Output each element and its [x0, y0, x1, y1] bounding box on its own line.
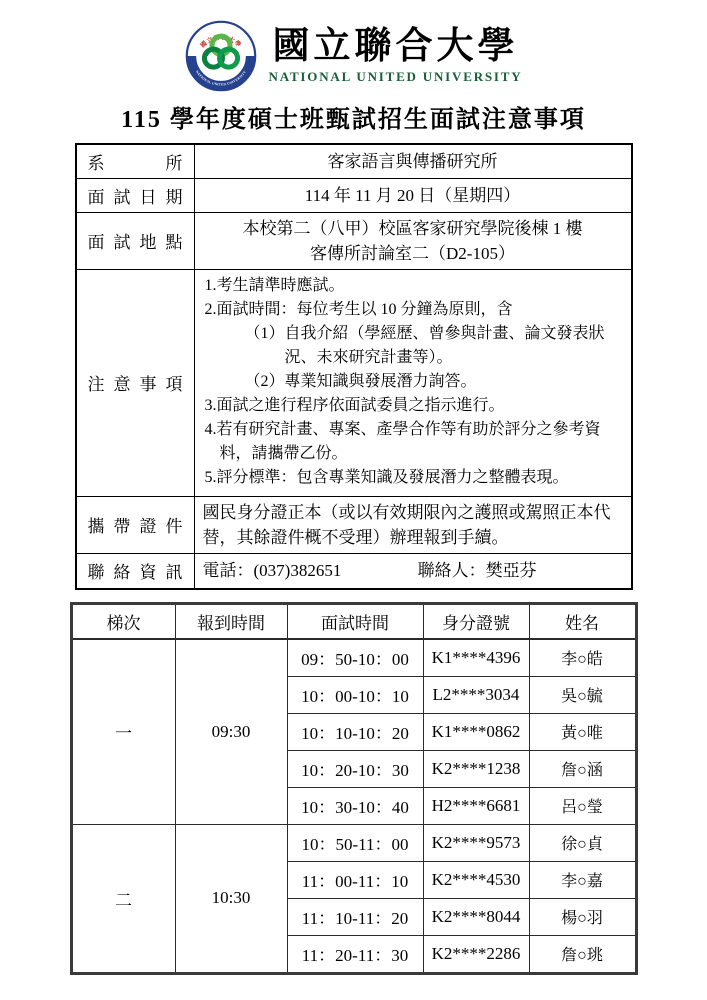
- batch-number: 一: [71, 639, 175, 825]
- note-item: 5.評分標準：包含專業知識及發展潛力之整體表現。: [204, 468, 569, 486]
- document-header: [0, 0, 707, 134]
- row-contact-info: [76, 553, 632, 589]
- interview-time: 11：10-11：20: [287, 898, 423, 935]
- value-contact-info: [194, 553, 632, 589]
- contact-phone: 電話：(037)382651: [202, 561, 342, 580]
- label-notes: 注意事項: [76, 269, 195, 496]
- row-required-documents: [76, 496, 632, 553]
- candidate-name: 吳○毓: [529, 676, 636, 713]
- schedule-row: [71, 639, 636, 677]
- checkin-time: 09:30: [175, 639, 287, 825]
- label-contact-info: 聯絡資訊: [76, 553, 195, 589]
- candidate-name: 楊○羽: [529, 898, 636, 935]
- batch-number: 二: [71, 824, 175, 973]
- page-title: 115 學年度碩士班甄試招生面試注意事項: [121, 107, 586, 133]
- info-table: [75, 143, 633, 590]
- interview-time: 10：00-10：10: [287, 676, 423, 713]
- header-name: 姓名: [529, 603, 636, 639]
- value-required-documents: 國民身分證正本（或以有效期限內之護照或駕照正本代替，其餘證件概不受理）辦理報到手續。: [194, 496, 632, 553]
- interview-time: 10：30-10：40: [287, 787, 423, 824]
- university-name-zh: 國立聯合大學: [272, 26, 519, 68]
- header-batch: 梯次: [71, 603, 175, 639]
- header-interview-time: 面試時間: [287, 603, 423, 639]
- value-department: 客家語言與傳播研究所: [194, 144, 632, 178]
- value-interview-location: [194, 212, 632, 269]
- candidate-id: K1****0862: [423, 713, 529, 750]
- candidate-id: K2****9573: [423, 824, 529, 861]
- header-checkin-time: 報到時間: [175, 603, 287, 639]
- note-item: 1.考生請準時應試。: [204, 276, 345, 294]
- candidate-id: L2****3034: [423, 676, 529, 713]
- candidate-name: 李○皓: [529, 639, 636, 677]
- emblem-en-arc-text: NATIONAL UNITED UNIVERSITY: [194, 69, 247, 87]
- note-item: 3.面試之進行程序依面試委員之指示進行。: [204, 396, 505, 414]
- location-line-2: 客傳所討論室二（D2-105）: [310, 243, 515, 263]
- candidate-name: 詹○珧: [529, 935, 636, 973]
- row-interview-location: [76, 212, 632, 269]
- row-interview-date: [76, 178, 632, 212]
- university-name-en: NATIONAL UNITED UNIVERSITY: [268, 68, 523, 84]
- interview-time: 09：50-10：00: [287, 639, 423, 677]
- candidate-name: 呂○瑩: [529, 787, 636, 824]
- label-interview-date: 面試日期: [76, 178, 195, 212]
- row-department: [76, 144, 632, 178]
- label-interview-location: 面試地點: [76, 212, 195, 269]
- emblem-zh-arc-text: 國立聯合大學: [199, 35, 242, 50]
- note-item: （1）自我介紹（學經歷、曾參與計畫、論文發表狀況、未來研究計畫等）。: [244, 324, 605, 366]
- nuu-emblem-icon: [185, 20, 257, 92]
- interview-time: 10：10-10：20: [287, 713, 423, 750]
- schedule-table: [70, 602, 638, 975]
- note-item: 4.若有研究計畫、專案、產學合作等有助於評分之參考資料，請攜帶乙份。: [204, 420, 601, 462]
- note-item: （2）專業知識與發展潛力詢答。: [244, 372, 477, 390]
- candidate-name: 李○嘉: [529, 861, 636, 898]
- schedule-header-row: [71, 603, 636, 639]
- label-department: 系所: [76, 144, 195, 178]
- candidate-id: K2****8044: [423, 898, 529, 935]
- contact-person: 聯絡人：樊亞芬: [417, 561, 537, 580]
- interview-time: 11：20-11：30: [287, 935, 423, 973]
- candidate-name: 徐○貞: [529, 824, 636, 861]
- interview-time: 10：20-10：30: [287, 750, 423, 787]
- candidate-id: H2****6681: [423, 787, 529, 824]
- value-interview-date: 114 年 11 月 20 日（星期四）: [194, 178, 632, 212]
- location-line-1: 本校第二（八甲）校區客家研究學院後棟 1 樓: [242, 218, 583, 238]
- interview-time: 10：50-11：00: [287, 824, 423, 861]
- value-notes: [194, 269, 632, 496]
- candidate-id: K2****2286: [423, 935, 529, 973]
- checkin-time: 10:30: [175, 824, 287, 973]
- candidate-name: 詹○涵: [529, 750, 636, 787]
- interview-time: 11：00-11：10: [287, 861, 423, 898]
- label-required-documents: 攜帶證件: [76, 496, 195, 553]
- header-id-number: 身分證號: [423, 603, 529, 639]
- row-notes: [76, 269, 632, 496]
- note-item: 2.面試時間：每位考生以 10 分鐘為原則，含: [204, 300, 513, 318]
- candidate-id: K1****4396: [423, 639, 529, 677]
- university-logo: [0, 20, 707, 92]
- schedule-row: [71, 824, 636, 861]
- candidate-name: 黃○唯: [529, 713, 636, 750]
- candidate-id: K2****1238: [423, 750, 529, 787]
- candidate-id: K2****4530: [423, 861, 529, 898]
